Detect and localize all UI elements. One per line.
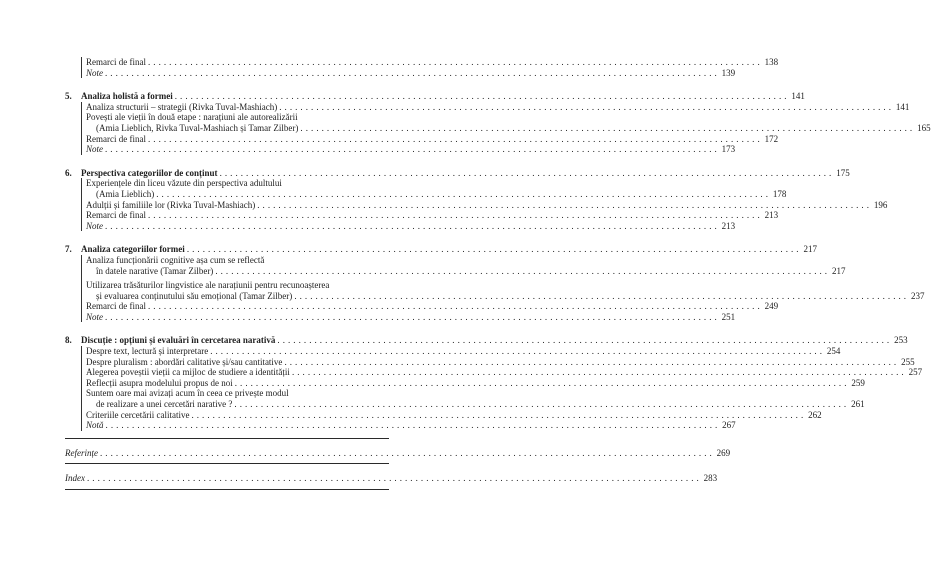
- toc-entry-title: Remarci de final: [86, 301, 146, 312]
- toc-entry-page: 267: [722, 420, 736, 431]
- dot-leader: [148, 301, 760, 312]
- divider-rule: [65, 489, 389, 490]
- dot-leader: [284, 357, 896, 368]
- toc-section-continued: [65, 57, 779, 78]
- dot-leader: [235, 378, 847, 389]
- dot-leader: [148, 210, 760, 221]
- toc-entry-title: și evaluarea conținutului său emoțional (Tamar Zilber): [96, 290, 293, 301]
- toc-entry-line1: Povești ale vieții în două etape : narațiuni ale autorealizării: [86, 112, 298, 123]
- toc-entry-page: 141: [895, 101, 910, 112]
- toc-entry-title: Criteriile cercetării calitative: [86, 409, 190, 420]
- toc-entry-page: 257: [908, 367, 923, 378]
- toc-entry: [86, 210, 779, 221]
- toc-entry-page: 138: [764, 57, 779, 67]
- toc-entry-title: Note: [86, 220, 103, 231]
- toc-entry-page: 217: [831, 265, 846, 276]
- toc-entry-page: 249: [764, 301, 779, 312]
- chapter-page: 253: [894, 335, 908, 346]
- chapter-page: 217: [803, 244, 817, 255]
- toc-chapter-heading: [65, 91, 805, 102]
- toc-back-matter: [65, 447, 731, 490]
- toc-entry: [86, 265, 846, 277]
- toc-entry-line1: Analiza funcționării cognitive așa cum se reflectă: [86, 254, 265, 265]
- toc-entry-line1: Utilizarea trăsăturilor lingvistice ale narațiunii pentru recunoașterea: [86, 280, 330, 291]
- chapter-number: 8.: [65, 335, 72, 346]
- toc-entry-page: 251: [721, 311, 736, 322]
- toc-entry: [86, 377, 865, 389]
- dot-leader: [294, 291, 906, 302]
- dot-leader: [148, 134, 760, 145]
- toc-entry-title: Despre pluralism : abordări calitative și/sau cantitative: [86, 356, 283, 367]
- toc-entry: [86, 199, 888, 211]
- toc-entry-title: Note: [86, 67, 103, 78]
- chapter-title: Perspectiva categoriilor de conținut: [81, 167, 218, 178]
- chapter-page: 141: [791, 91, 805, 102]
- dot-leader: [300, 123, 912, 134]
- toc-entry-title: Remarci de final: [86, 133, 146, 144]
- dot-leader: [210, 346, 822, 357]
- toc-entry-page: 196: [873, 199, 888, 210]
- toc-entry-page: 259: [851, 377, 865, 388]
- dot-leader: [105, 221, 717, 232]
- toc-entry-page: 165: [917, 122, 931, 133]
- toc-entry-page: 255: [901, 356, 915, 367]
- divider-rule: [65, 438, 389, 439]
- dot-leader: [257, 200, 869, 211]
- toc-entry-page: 139: [721, 67, 736, 78]
- toc-entry-title: Despre text, lectură și interpretare: [86, 346, 209, 357]
- toc-entry-line1: Experiențele din liceu văzute din perspectiva adultului: [86, 178, 282, 189]
- dot-leader: [148, 57, 760, 68]
- dot-leader: [105, 68, 717, 79]
- dot-leader: [292, 367, 904, 378]
- toc-subentries: [81, 57, 779, 78]
- toc-subentries: [81, 101, 931, 155]
- dot-leader: [156, 189, 768, 200]
- dot-leader: [234, 399, 846, 410]
- toc-entry-title: Referințe: [65, 447, 98, 458]
- toc-entry: [86, 290, 925, 302]
- toc-entry-note: [86, 420, 736, 431]
- toc-entry-line1: Suntem oare mai avizați acum în ceea ce privește modul: [86, 388, 289, 399]
- toc-section-6: [65, 167, 888, 232]
- toc-entry: [86, 57, 779, 68]
- toc-entry-page: 254: [826, 346, 841, 357]
- toc-entry-title: Note: [86, 144, 103, 155]
- toc-entry-title: Remarci de final: [86, 210, 146, 221]
- chapter-number: 7.: [65, 244, 72, 255]
- dot-leader: [105, 312, 717, 323]
- toc-entry: [86, 346, 841, 357]
- toc-entry-note: [86, 220, 736, 232]
- toc-entry-title: Alegerea poveștii vieții ca mijloc de studiere a identității: [86, 367, 290, 378]
- toc-chapter-heading: [65, 335, 908, 346]
- toc-section-7: [65, 244, 925, 322]
- chapter-number: 5.: [65, 91, 72, 102]
- toc-entry-page: 173: [721, 144, 736, 155]
- toc-entry: [86, 409, 822, 421]
- toc-entry: [86, 301, 779, 312]
- toc-entry-title: Reflecții asupra modelului propus de noi: [86, 377, 233, 388]
- toc-entry-references: [65, 447, 731, 459]
- toc-entry: [86, 356, 915, 368]
- toc-subentries: [81, 346, 923, 431]
- toc-entry-title: Notă: [86, 420, 104, 431]
- toc-entry-page: 262: [808, 409, 822, 420]
- toc-entry-page: 269: [716, 447, 731, 458]
- toc-entry-title: Index: [65, 473, 85, 484]
- dot-leader: [106, 420, 718, 431]
- toc-subentries: [81, 178, 888, 231]
- toc-entry-title: Analiza structurii – strategii (Rivka Tuval-Mashiach): [86, 101, 278, 112]
- chapter-title: Analiza categoriilor formei: [81, 244, 185, 255]
- toc-entry-page: 261: [851, 399, 865, 410]
- toc-entry-title: (Amia Lieblich, Rivka Tuval-Mashiach și Tamar Zilber): [96, 122, 299, 133]
- toc-entry-note: [86, 144, 736, 155]
- toc-entry: [86, 399, 865, 410]
- dot-leader: [87, 473, 699, 484]
- chapter-number: 6.: [65, 167, 72, 178]
- dot-leader: [215, 266, 827, 277]
- dot-leader: [100, 448, 712, 459]
- dot-leader: [105, 144, 717, 155]
- chapter-title: Analiza holistă a formei: [81, 91, 173, 102]
- toc-entry-title: în datele narative (Tamar Zilber): [96, 265, 214, 276]
- dot-leader: [191, 410, 803, 421]
- toc-entry-page: 283: [703, 473, 718, 484]
- toc-entry-page: 178: [772, 188, 787, 199]
- toc-section-8: [65, 335, 923, 431]
- toc-entry: [86, 101, 910, 113]
- chapter-title: Discuție : opțiuni și evaluări în cercetarea narativă: [81, 335, 276, 346]
- toc-subentries: [81, 254, 925, 323]
- toc-entry-title: de realizare a unei cercetări narative ?: [96, 399, 233, 410]
- divider-rule: [65, 463, 389, 464]
- dot-leader: [277, 335, 889, 346]
- toc-entry-page: 237: [910, 290, 925, 301]
- toc-chapter-heading: [65, 167, 850, 179]
- toc-entry-title: (Amia Lieblich): [96, 188, 155, 199]
- toc-entry-note: [86, 67, 736, 79]
- dot-leader: [187, 244, 799, 255]
- table-of-contents: [65, 57, 931, 496]
- dot-leader: [220, 168, 832, 179]
- toc-entry: [86, 122, 931, 134]
- chapter-page: 175: [836, 167, 850, 178]
- toc-entry: [86, 133, 779, 145]
- toc-entry-title: Remarci de final: [86, 57, 146, 67]
- toc-entry: [86, 367, 923, 378]
- toc-entry-title: Note: [86, 311, 103, 322]
- toc-entry-page: 213: [721, 220, 736, 231]
- toc-entry-index: [65, 473, 718, 484]
- toc-entry: [86, 188, 787, 200]
- dot-leader: [175, 91, 787, 102]
- toc-entry-page: 213: [764, 210, 779, 221]
- toc-entry-note: [86, 311, 736, 323]
- toc-entry-title: Adulții și familiile lor (Rivka Tuval-Mashiach): [86, 199, 256, 210]
- toc-chapter-heading: [65, 244, 817, 255]
- toc-entry-page: 172: [764, 133, 779, 144]
- dot-leader: [279, 102, 891, 113]
- toc-section-5: [65, 91, 931, 155]
